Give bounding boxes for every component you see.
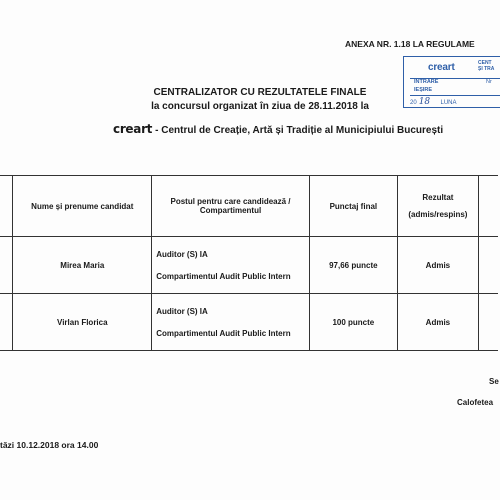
stamp-iesire: IEȘIRE: [414, 87, 433, 93]
signature-name: Calofetea: [457, 398, 494, 407]
header-result-line1: Rezultat: [422, 193, 454, 202]
post-cell: [152, 294, 310, 351]
creart-logo: creart: [113, 122, 153, 136]
row-index-cell: [0, 294, 13, 351]
header-result: [397, 176, 478, 237]
row-index-cell: [0, 237, 13, 294]
signature-title: Se: [489, 377, 499, 386]
post-department: Compartimentul Audit Public Intern: [156, 271, 291, 281]
result: Admis: [397, 294, 478, 351]
header-score: Punctaj final: [309, 176, 397, 237]
stamp-org: [478, 60, 494, 72]
post-cell: [152, 237, 310, 294]
document-title: CENTRALIZATOR CU REZULTATELE FINALE: [153, 87, 367, 98]
post-title: Auditor (S) IA: [156, 306, 208, 316]
score: 100 puncte: [309, 294, 397, 351]
document-subtitle: la concursul organizat în ziua de 28.11.2018 la: [151, 101, 369, 112]
post-department: Compartimentul Audit Public Intern: [156, 328, 291, 338]
post-title: Auditor (S) IA: [156, 249, 208, 259]
annex-label: ANEXA NR. 1.18 LA REGULAME: [345, 39, 475, 49]
posting-date-note: tăzi 10.12.2018 ora 14.00: [0, 440, 99, 450]
stamp-year-handwritten: 18: [418, 97, 431, 107]
table-row: [0, 294, 498, 351]
header-index-cell: [0, 176, 13, 237]
row-edge-cell: [478, 237, 498, 294]
result: Admis: [397, 237, 478, 294]
institution-name: - Centrul de Creație, Artă și Tradiție al Municipiului București: [155, 125, 444, 136]
header-post: Postul pentru care candidează / Compartimentul: [152, 176, 310, 237]
header-edge-cell: [478, 176, 498, 237]
stamp-org-line2: ȘI TRA: [478, 66, 495, 72]
stamp-org-line1: CENT: [478, 60, 492, 66]
institution-line: [113, 122, 443, 136]
header-name: Nume și prenume candidat: [13, 176, 152, 237]
candidate-name: Mirea Maria: [13, 237, 152, 294]
header-result-line2: (admis/respins): [408, 210, 468, 219]
stamp-nr: Nr: [486, 79, 492, 85]
table-header-row: [0, 176, 498, 237]
results-table: [0, 175, 498, 351]
score: 97,66 puncte: [309, 237, 397, 294]
stamp-year-prefix: 20: [410, 100, 417, 106]
row-edge-cell: [478, 294, 498, 351]
stamp-luna: LUNA: [440, 100, 457, 106]
stamp-intrare: INTRARE: [414, 79, 439, 85]
stamp-logo: creart: [428, 62, 455, 73]
candidate-name: Virlan Florica: [13, 294, 152, 351]
table-row: [0, 237, 498, 294]
